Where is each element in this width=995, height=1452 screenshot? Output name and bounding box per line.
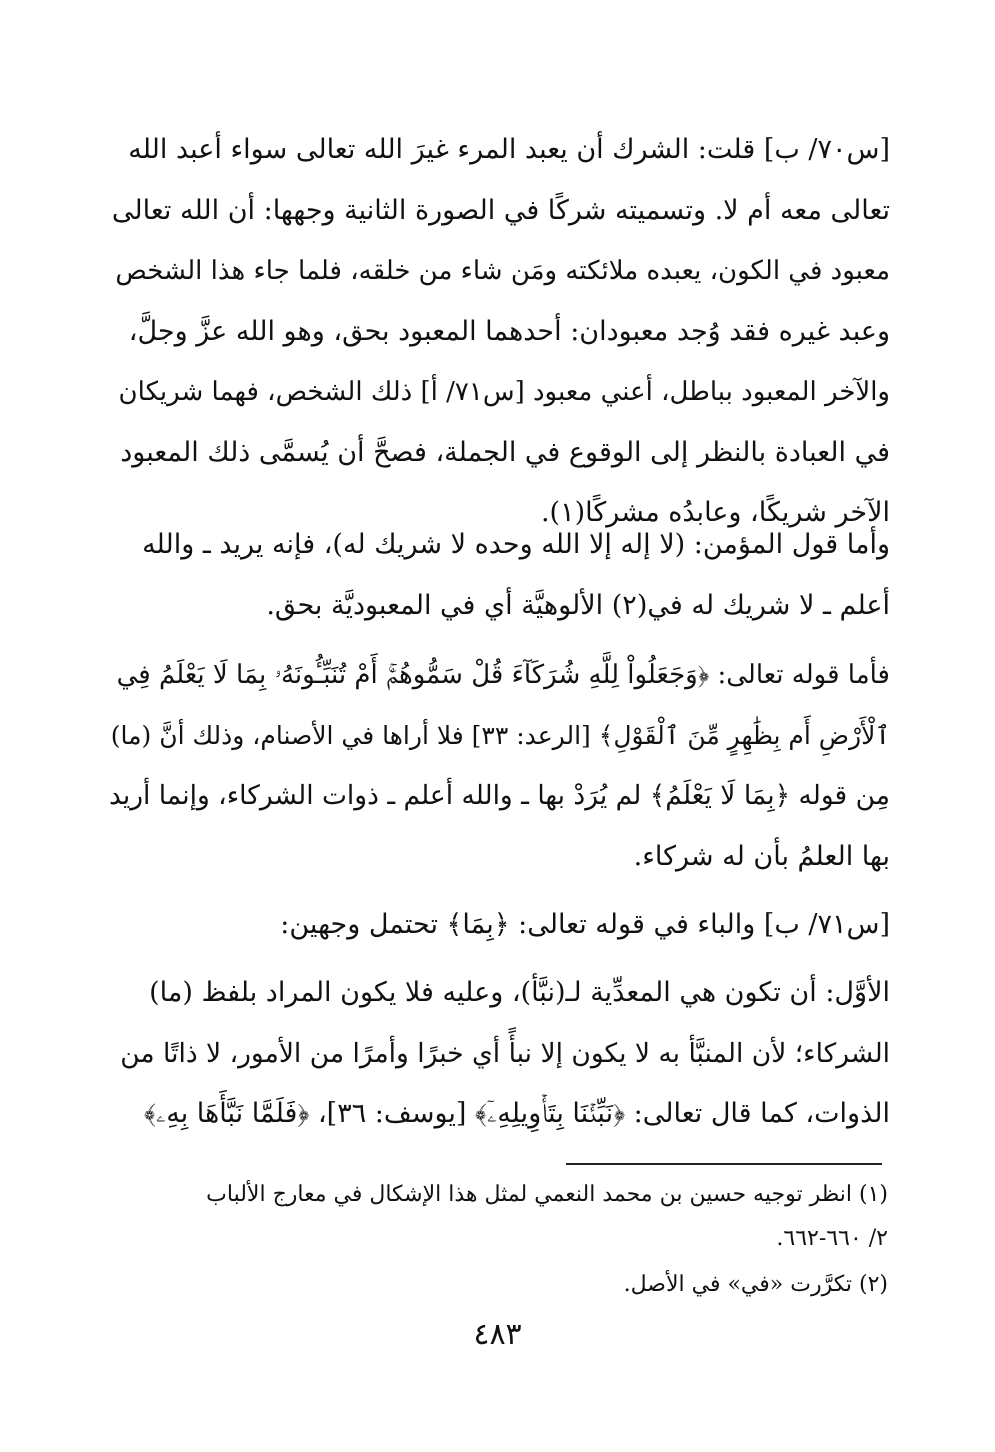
footnote-line: (٢) تكرَّرت «في» في الأصل. <box>623 1272 888 1297</box>
footnote-1 <box>108 1173 888 1261</box>
paragraph-3 <box>108 645 890 887</box>
text-line: الأوَّل: أن تكون هي المعدِّية لـ(نبَّأ)، وعليه فلا يكون المراد بلفظ (ما) <box>149 977 890 1008</box>
text-line: أعلم ـ لا شريك له في(٢) الألوهيَّة أي في المعبوديَّة بحق. <box>266 589 890 621</box>
paragraph-1 <box>108 120 890 544</box>
footnote-line: ٢/ ٦٦٠-٦٦٢. <box>776 1226 888 1251</box>
page-number: ٤٨٣ <box>473 1317 522 1352</box>
text-line: وعبد غيره فقد وُجد معبودان: أحدهما المعبود بحق، وهو الله عزَّ وجلَّ، <box>128 315 890 347</box>
text-line: فأما قوله تعالى: ﴿وَجَعَلُواْ لِلَّهِ شُرَكَآءَ قُلْ سَمُّوهُمْۚ أَمْ تُنَبِّـُٔونَهُۥ بِمَا لَا يَعْلَمُ فِي <box>116 660 890 690</box>
paragraph-5 <box>108 963 890 1145</box>
text-line: بها العلمُ بأن له شركاء. <box>633 840 890 872</box>
footnote-line: (١) انظر توجيه حسين بن محمد النعمي لمثل هذا الإشكال في معارج الألباب <box>206 1182 888 1207</box>
text-line: معبود في الكون، يعبده ملائكته ومَن شاء من خلقه، فلما جاء هذا الشخص <box>115 256 890 286</box>
text-line: في العبادة بالنظر إلى الوقوع في الجملة، فصحَّ أن يُسمَّى ذلك المعبود <box>120 436 890 468</box>
text-line: مِن قوله ﴿بِمَا لَا يَعْلَمُ﴾ لم يُرَدْ بها ـ والله أعلم ـ ذوات الشركاء، وإنما أريد <box>108 780 890 811</box>
paragraph-2 <box>108 515 890 636</box>
text-line: [س٧١/ ب] والباء في قوله تعالى: ﴿بِمَا﴾ تحتمل وجهين: <box>280 909 890 940</box>
text-line: ٱلْأَرْضِ أَم بِظَٰهِرٍ مِّنَ ٱلْقَوْلِ﴾ [الرعد: ٣٣] فلا أراها في الأصنام، وذلك أنَّ (ما) <box>110 720 890 750</box>
footnote-2 <box>108 1263 888 1307</box>
text-line: والآخر المعبود بباطل، أعني معبود [س٧١/ أ] ذلك الشخص، فهما شريكان <box>118 377 890 407</box>
text-line: وأما قول المؤمن: (لا إله إلا الله وحده لا شريك له)، فإنه يريد ـ والله <box>142 529 890 560</box>
text-line: الشركاء؛ لأن المنبَّأ به لا يكون إلا نبأً أي خبرًا وأمرًا من الأمور، لا ذاتًا من <box>120 1037 890 1069</box>
text-line: الذوات، كما قال تعالى: ﴿نَبِّئۡنَا بِتَأۡوِيلِهِۦٓ﴾ [يوسف: ٣٦]، ﴿فَلَمَّا نَبَّأَهَا بِهِۦ﴾ <box>144 1098 890 1129</box>
text-line: [س٧٠/ ب] قلت: الشرك أن يعبد المرء غيرَ الله تعالى سواء أعبد الله <box>128 134 890 165</box>
text-line: الآخر شريكًا، وعابدُه مشركًا(١). <box>540 497 890 528</box>
text-line: تعالى معه أم لا. وتسميته شركًا في الصورة الثانية وجهها: أن الله تعالى <box>111 194 890 226</box>
footnote-separator <box>566 1163 882 1165</box>
paragraph-4 <box>108 895 890 956</box>
